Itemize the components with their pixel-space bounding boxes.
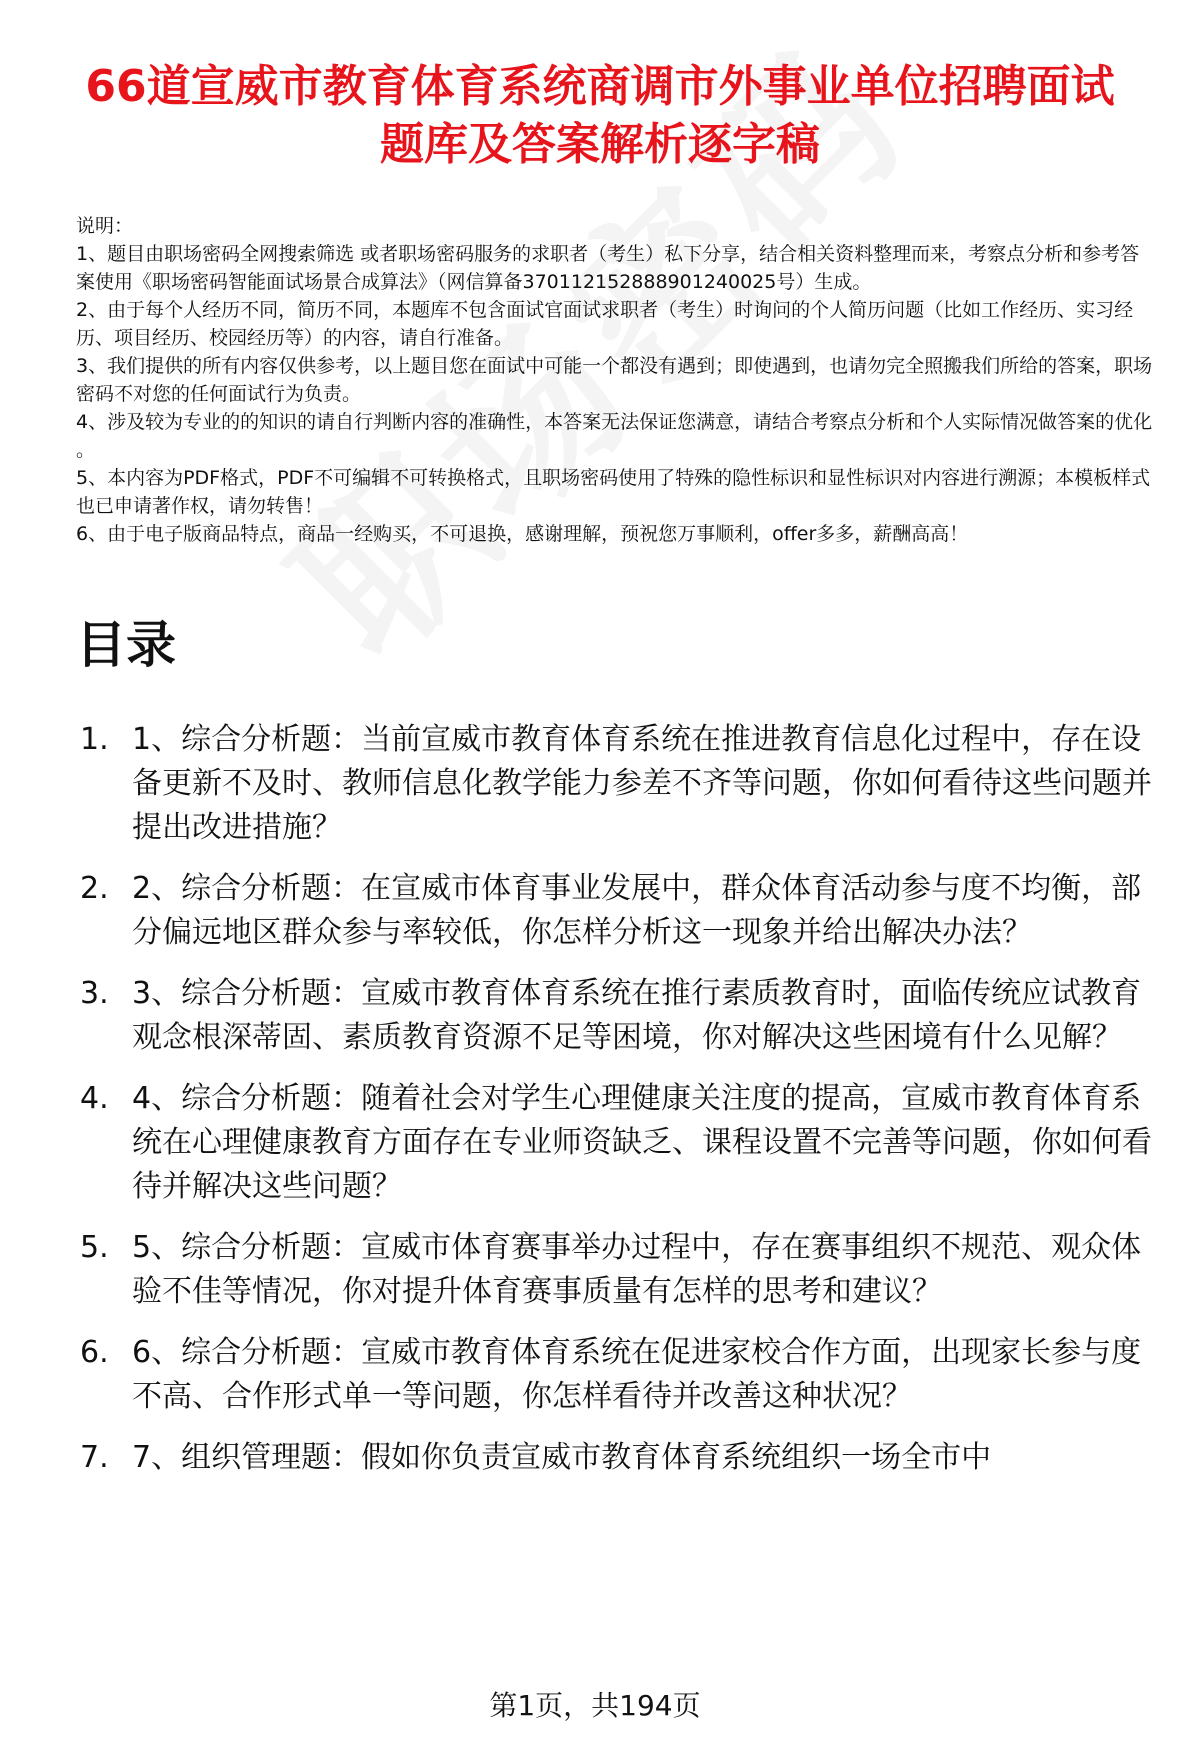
toc-item[interactable]	[76, 1436, 1166, 1480]
toc-item-text: 4、综合分析题：随着社会对学生心理健康关注度的提高，宣威市教育体育系统在心理健康教育方面存在专业师资缺乏、课程设置不完善等问题，你如何看待并解决这些问题？	[132, 1081, 1152, 1204]
notes-section	[76, 212, 1156, 548]
toc-item[interactable]	[76, 1077, 1166, 1209]
toc-item-number: 4.	[80, 1081, 109, 1116]
page-footer: 第1页，共194页	[489, 1689, 701, 1722]
toc-item-text: 1、综合分析题：当前宣威市教育体育系统在推进教育信息化过程中，存在设备更新不及时、教师信息化教学能力参差不齐等问题，你如何看待这些问题并提出改进措施？	[132, 722, 1152, 845]
toc-item-number: 7.	[80, 1440, 109, 1475]
toc-item-number: 3.	[80, 976, 109, 1011]
toc-item-number: 1.	[80, 722, 109, 757]
toc-item[interactable]	[76, 718, 1166, 850]
toc-item-text: 6、综合分析题：宣威市教育体育系统在促进家校合作方面，出现家长参与度不高、合作形式单一等问题，你怎样看待并改善这种状况？	[132, 1335, 1142, 1414]
toc-item[interactable]	[76, 1226, 1166, 1314]
note-item: 6、由于电子版商品特点，商品一经购买，不可退换，感谢理解，预祝您万事顺利，offer多多，薪酬高高！	[76, 523, 969, 545]
toc-item-number: 5.	[80, 1230, 109, 1265]
toc-heading: 目录	[76, 616, 176, 674]
notes-heading: 说明：	[76, 215, 134, 237]
toc-item-text: 3、综合分析题：宣威市教育体育系统在推行素质教育时，面临传统应试教育观念根深蒂固、素质教育资源不足等困境，你对解决这些困境有什么见解？	[132, 976, 1142, 1055]
toc-item-text: 5、综合分析题：宣威市体育赛事举办过程中，存在赛事组织不规范、观众体验不佳等情况，你对提升体育赛事质量有怎样的思考和建议？	[132, 1230, 1142, 1309]
toc-item[interactable]	[76, 972, 1166, 1060]
toc-item[interactable]	[76, 867, 1166, 955]
toc-item-number: 6.	[80, 1335, 109, 1370]
toc-list	[76, 718, 1166, 1497]
toc-item-text: 7、组织管理题：假如你负责宣威市教育体育系统组织一场全市中	[132, 1440, 992, 1475]
note-item: 1、题目由职场密码全网搜索筛选 或者职场密码服务的求职者（考生）私下分享，结合相关资料整理而来，考察点分析和参考答案使用《职场密码智能面试场景合成算法》（网信算备370112152888901240025号）生成。	[76, 243, 1140, 293]
note-item: 2、由于每个人经历不同，简历不同，本题库不包含面试官面试求职者（考生）时询问的个人简历问题（比如工作经历、实习经历、项目经历、校园经历等）的内容，请自行准备。	[76, 299, 1134, 349]
note-item: 5、本内容为PDF格式，PDF不可编辑不可转换格式，且职场密码使用了特殊的隐性标识和显性标识对内容进行溯源；本模板样式也已申请著作权，请勿转售！	[76, 467, 1151, 517]
toc-item[interactable]	[76, 1331, 1166, 1419]
note-item: 3、我们提供的所有内容仅供参考，以上题目您在面试中可能一个都没有遇到；即使遇到，也请勿完全照搬我们所给的答案，职场密码不对您的任何面试行为负责。	[76, 355, 1153, 405]
note-item: 4、涉及较为专业的的知识的请自行判断内容的准确性，本答案无法保证您满意，请结合考察点分析和个人实际情况做答案的优化 。	[76, 411, 1153, 461]
toc-item-text: 2、综合分析题：在宣威市体育事业发展中，群众体育活动参与度不均衡，部分偏远地区群众参与率较低，你怎样分析这一现象并给出解决办法？	[132, 871, 1142, 950]
document-title: 66道宣威市教育体育系统商调市外事业单位招聘面试题库及答案解析逐字稿	[85, 61, 1115, 170]
toc-item-number: 2.	[80, 871, 109, 906]
